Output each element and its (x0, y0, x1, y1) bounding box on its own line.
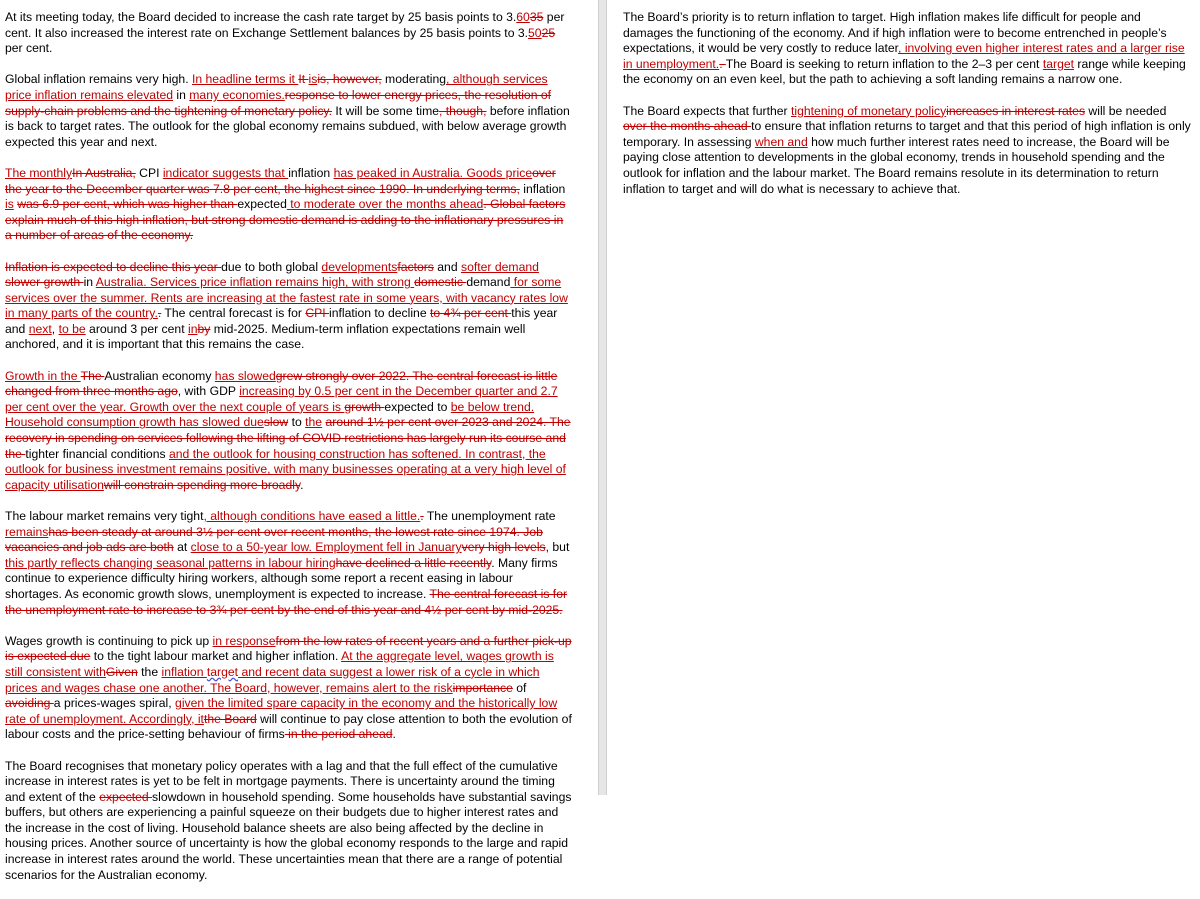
inserted-text: 50 (528, 25, 542, 40)
body-text: moderating (381, 72, 447, 87)
inserted-text: developments (321, 259, 398, 274)
body-text: slowdown in household spending. Some households have substantial savings buffers, but others are experiencing a painful squeeze on their budgets due to higher interest rates and the increase in the cost of living. Household balance sheets are also being affected by the decline in housing prices. Another source of uncertainty is how the global economy responds to the large and rapid increase in interest rates around the world. These uncertainties mean that there are a range of potential scenarios for the Australian economy. (5, 789, 572, 882)
deleted-text: have declined a little recently (335, 555, 492, 570)
body-text: to the tight labour market and higher inflation. (90, 649, 342, 664)
body-text: The central forecast is for (161, 306, 306, 321)
inserted-text: inflation (161, 664, 207, 679)
inserted-text: 60 (516, 10, 530, 24)
paragraph-wages-growth[interactable] (5, 634, 573, 743)
body-text: inflation (288, 165, 334, 180)
deleted-text: was 6.9 per cent, which was higher than (17, 197, 238, 212)
deleted-text: . (719, 56, 726, 71)
deleted-text: from the low rates of recent years and a further pick-up is expected due (5, 633, 572, 664)
body-text: at (173, 540, 191, 555)
body-text: mid-2025. Medium-term inflation expectations remain well anchored, and it is important that this remains the case. (5, 321, 526, 352)
body-text: range while keeping the economy on an even keel, but the path to achieving a soft landing remains a narrow one. (623, 56, 1186, 87)
inserted-text: has peaked in Australia. Goods price (333, 165, 533, 180)
inserted-text: the (305, 415, 323, 430)
page-gutter (598, 0, 607, 795)
inserted-text: In headline terms it (191, 72, 299, 87)
inserted-text: remains (5, 524, 49, 539)
deleted-text: It (298, 72, 309, 87)
deleted-text: increases in interest rates (946, 103, 1086, 118)
document-page-right[interactable] (607, 0, 1200, 795)
inserted-text: softer demand (461, 259, 539, 274)
deleted-text: over the months ahead (623, 119, 752, 134)
inserted-text: The monthly (5, 165, 73, 180)
deleted-text: slower growth (5, 275, 84, 290)
deleted-text: CPI (305, 306, 330, 321)
body-text: per cent. (5, 41, 53, 56)
deleted-text: The central forecast is for the unemployment rate to increase to 3¾ per cent by the end of this year and 4½ per cent by mid-2025. (5, 586, 568, 617)
body-text: the (137, 664, 162, 679)
body-text: . (392, 727, 396, 742)
deleted-text: the Board (203, 711, 257, 726)
inserted-text: to moderate over the months ahead (286, 197, 484, 212)
inserted-text: for some services over the summer. Rents are increasing at the fastest rate in some years, with vacancy rates low in many parts of the country. (5, 275, 568, 321)
deleted-text: importance (452, 680, 513, 695)
deleted-text: 35 (529, 10, 544, 24)
body-text: around 3 per cent (85, 321, 188, 336)
inserted-text: in response (212, 633, 276, 648)
paragraph-inflation-forecast[interactable] (5, 260, 573, 354)
deleted-text: growth (344, 399, 385, 414)
deleted-text: , though, (439, 103, 487, 118)
paragraph-board-priority[interactable] (623, 10, 1193, 88)
inserted-text: close to a 50-year low. Employment fell in January (190, 540, 462, 555)
document-page-left[interactable] (0, 0, 598, 882)
deleted-text: is, however, (317, 72, 382, 87)
inserted-text: is (5, 197, 14, 212)
body-text: expected (237, 197, 287, 212)
paragraph-cash-rate[interactable] (5, 10, 573, 57)
body-text: , (51, 321, 59, 336)
inserted-text: next (28, 321, 52, 336)
body-text: in (83, 275, 96, 290)
deleted-text: will constrain spending more broadly (103, 477, 301, 492)
deleted-text: . (157, 306, 162, 321)
body-text: a prices-wages spiral, (53, 696, 176, 711)
body-text: The Board’s priority is to return inflation to target. High inflation makes life difficult for people and damages the functioning of the economy. And if high inflation were to become entrenched in people’s expectations, it would be very costly to reduce later (623, 10, 1167, 56)
body-text: per cent. It also increased the interest rate on Exchange Settlement balances by 25 basis points to 3. (5, 10, 565, 40)
deleted-text: avoiding (5, 696, 54, 711)
deleted-text: to 4¾ per cent (429, 306, 512, 321)
body-text: The unemployment rate (423, 509, 556, 523)
deleted-text: . Global factors explain much of this high inflation, but strong domestic demand is adding to the inflationary pressures in a number of areas of the economy. (5, 197, 566, 243)
inserted-text: At the aggregate level, wages growth is still consistent with (5, 649, 554, 679)
inserted-text: this partly reflects changing seasonal patterns in labour hiring (5, 555, 336, 570)
body-text: CPI (135, 165, 163, 180)
inserted-text: is (308, 72, 318, 87)
body-text: , but (545, 540, 570, 555)
body-text: will continue to pay close attention to both the evolution of labour costs and the price-setting behaviour of firms (5, 711, 572, 742)
deleted-text: The (80, 368, 105, 383)
paragraph-labour-market[interactable] (5, 509, 573, 618)
body-text: Australian economy (104, 368, 215, 383)
body-text: expected to (384, 399, 451, 414)
deleted-text: factors (397, 259, 434, 274)
body-text: before inflation is back to target rates. The outlook for the global economy remains subdued, with below average growth expected this year and next. (5, 103, 570, 149)
inserted-text: be below trend. Household consumption growth has slowed due (5, 399, 535, 430)
body-text: and (433, 259, 461, 274)
body-text: in (173, 87, 190, 102)
body-text: demand (466, 275, 511, 290)
paragraph-policy-lag[interactable] (5, 759, 573, 884)
inserted-text: in (187, 321, 198, 336)
body-text: how much further interest rates need to increase, the Board will be paying close attention to developments in the global economy, trends in household spending and the outlook for inflation and the labour market. The Board remains resolute in its determination to return inflation to target and will do what is necessary to achieve that. (623, 134, 1170, 196)
deleted-text: 25 (541, 25, 556, 40)
inserted-text: target (1042, 56, 1075, 71)
deleted-text: by (197, 321, 211, 336)
inserted-text: tightening of monetary policy (791, 103, 947, 118)
deleted-text: Inflation is expected to decline this year (5, 259, 222, 274)
deleted-text: response to lower energy prices, the resolution of supply-chain problems and the tightening of monetary policy. (5, 87, 552, 118)
paragraph-cpi[interactable] (5, 166, 573, 244)
text-column (5, 10, 573, 899)
deleted-text: slow (263, 415, 289, 430)
spelling-flagged-text: target (206, 664, 239, 679)
body-text: to (288, 415, 306, 430)
body-text: this year and (5, 306, 558, 336)
deleted-text: grew strongly over 2022. The central forecast is little changed from three months ago (5, 368, 558, 399)
inserted-text: Growth in the (5, 368, 81, 383)
deleted-text: . (420, 509, 424, 523)
body-text: Wages growth is continuing to pick up (5, 633, 213, 648)
body-text: . (300, 477, 304, 492)
inserted-text: , involving even higher interest rates and a larger rise in unemployment. (623, 41, 1185, 71)
body-text: due to both global (221, 259, 322, 274)
inserted-text: when and (754, 134, 808, 149)
body-text: to ensure that inflation returns to target and that this period of high inflation is only temporary. In assessing (623, 119, 1191, 149)
paragraph-board-expects[interactable] (623, 104, 1193, 198)
body-text: . Many firms continue to experience difficulty hiring workers, although some report a recent easing in labour shortages. As economic growth slows, unemployment is expected to increase. (5, 555, 558, 601)
inserted-text: indicator suggests that (162, 165, 289, 180)
body-text: The labour market remains very tight (5, 509, 204, 523)
inserted-text: has slowed (214, 368, 276, 383)
deleted-text: domestic (414, 275, 467, 290)
body-text: of (512, 680, 527, 695)
inserted-text: and recent data suggest a lower risk of a cycle in which prices and wages chase one another. The Board, however, remains alert to the risk (5, 664, 540, 695)
inserted-text: given the limited spare capacity in the economy and the historically low rate of unemployment. Accordingly, it (5, 696, 558, 726)
body-text: It will be some time (332, 103, 440, 118)
deleted-text: Given (105, 664, 138, 679)
deleted-text: In Australia, (72, 165, 136, 180)
inserted-text: Australia. Services price inflation remains high, with strong (95, 275, 415, 290)
body-text: tighter financial conditions (25, 446, 169, 461)
body-text: The Board expects that further (623, 103, 792, 118)
body-text: At its meeting today, the Board decided to increase the cash rate target by 25 basis points to 3. (5, 10, 517, 24)
inserted-text: , although conditions have eased a little. (203, 509, 421, 523)
deleted-text: in the period ahead (284, 727, 393, 742)
deleted-text: has been steady at around 3½ per cent over recent months, the lowest rate since 1974. Job vacancies and job ads are both (5, 524, 543, 555)
text-column (623, 10, 1193, 213)
paragraph-economic-growth[interactable] (5, 369, 573, 494)
deleted-text: around 1½ per cent over 2023 and 2024. The recovery in spending on services following the lifting of COVID restrictions has largely run its course and the (5, 415, 571, 461)
inserted-text: many economies. (189, 87, 285, 102)
body-text: The Board is seeking to return inflation to the 2–3 per cent (725, 56, 1043, 71)
inserted-text: , although services price inflation remains elevated (5, 72, 548, 102)
body-text: will be needed (1085, 103, 1167, 118)
body-text: inflation (519, 181, 566, 196)
paragraph-global-inflation[interactable] (5, 72, 573, 150)
body-text: The Board recognises that monetary policy operates with a lag and that the full effect of the cumulative increase in interest rates is yet to be felt in mortgage payments. There is uncertainty around the timing and extent of the (5, 758, 558, 804)
body-text: , with GDP (177, 384, 240, 399)
deleted-text: very high levels (461, 540, 546, 555)
deleted-text: over the year to the December quarter was 7.8 per cent, the highest since 1990. In underlying terms, (5, 165, 556, 196)
inserted-text: and the outlook for housing construction has softened. In contrast, the outlook for business investment remains positive, with many businesses operating at a very high level of capacity utilisation (5, 446, 566, 492)
inserted-text: to be (58, 321, 86, 336)
body-text: inflation to decline (329, 306, 430, 321)
body-text: Global inflation remains very high. (5, 72, 192, 87)
inserted-text: increasing by 0.5 per cent in the December quarter and 2.7 per cent over the year. Growth over the next couple of years is (5, 384, 558, 414)
deleted-text: expected (99, 789, 153, 804)
